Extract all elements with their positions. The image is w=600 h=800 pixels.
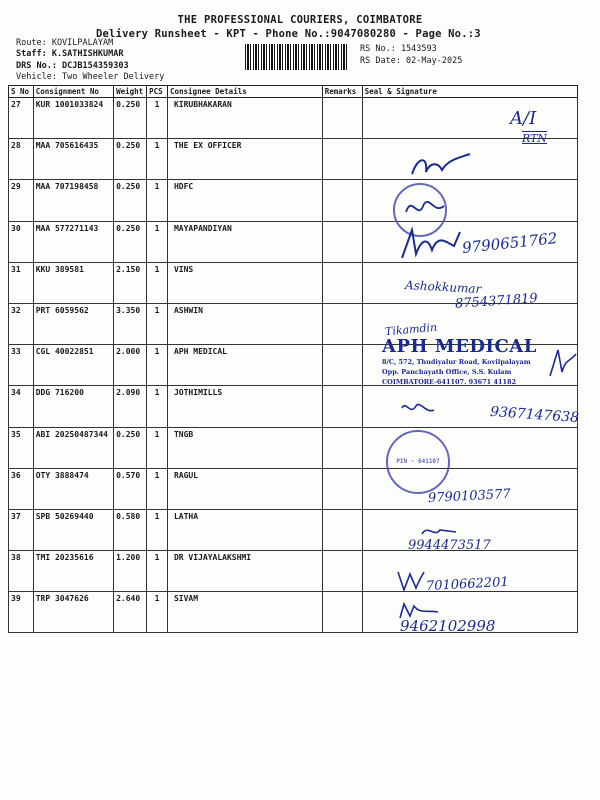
row-sno: 30 (9, 221, 34, 262)
row-remarks (322, 345, 362, 386)
row-remarks (322, 551, 362, 592)
row-consignee: SIVAM (167, 592, 322, 633)
row-weight: 2.000 (114, 345, 147, 386)
rs-number: RS No.: 1543593 (360, 44, 437, 54)
row-pcs: 1 (147, 468, 168, 509)
row-consignment: DDG 716200 (33, 386, 113, 427)
row-sno: 37 (9, 509, 34, 550)
table-header-row (9, 86, 578, 98)
row-consignee: JOTHIMILLS (167, 386, 322, 427)
row-pcs: 1 (147, 180, 168, 221)
col-weight: Weight (114, 86, 147, 98)
col-consignment: Consignment No (33, 86, 113, 98)
handwriting-phone-2: 8754371819 (454, 291, 539, 312)
row-remarks (322, 468, 362, 509)
col-signature: Seal & Signature (362, 86, 577, 98)
row-consignee: HDFC (167, 180, 322, 221)
row-weight: 2.150 (114, 262, 147, 303)
row-consignment: CGL 40022851 (33, 345, 113, 386)
drs-label: DRS No.: DCJB154359303 (16, 61, 129, 71)
handwriting-ashokkumar: Ashokkumar (404, 278, 482, 296)
handwriting-tikamdin: Tikamdin (384, 320, 438, 339)
row-remarks (322, 303, 362, 344)
table-row (9, 509, 578, 550)
row-weight: 0.250 (114, 221, 147, 262)
rs-date: RS Date: 02-May-2025 (360, 56, 463, 66)
barcode (245, 44, 347, 70)
row-pcs: 1 (147, 509, 168, 550)
row-weight: 0.250 (114, 139, 147, 180)
signature-scribble-29 (408, 148, 478, 184)
handwriting-phone-4: 9790103577 (427, 486, 512, 507)
signature-scribble-31 (398, 224, 468, 264)
row-consignment: MAA 705616435 (33, 139, 113, 180)
row-sno: 34 (9, 386, 34, 427)
row-pcs: 1 (147, 262, 168, 303)
row-pcs: 1 (147, 551, 168, 592)
row-sno: 29 (9, 180, 34, 221)
row-weight: 3.350 (114, 303, 147, 344)
row-sno: 36 (9, 468, 34, 509)
table-row (9, 98, 578, 139)
col-pcs: PCS (147, 86, 168, 98)
table-row (9, 180, 578, 221)
handwriting-phone-5: 9944473517 (408, 538, 491, 553)
signature-scribble-33 (548, 346, 578, 382)
vehicle-label: Vehicle: Two Wheeler Delivery (16, 72, 165, 82)
table-row (9, 427, 578, 468)
row-remarks (322, 427, 362, 468)
row-sno: 33 (9, 345, 34, 386)
staff-label: Staff: K.SATHISHKUMAR (16, 49, 124, 59)
row-consignment: MAA 707198458 (33, 180, 113, 221)
route-label: Route: KOVILPALAYAM (16, 38, 114, 48)
col-consignee: Consignee Details (167, 86, 322, 98)
row-consignee: DR VIJAYALAKSHMI (167, 551, 322, 592)
row-sno: 27 (9, 98, 34, 139)
row-remarks (322, 139, 362, 180)
row-sno: 39 (9, 592, 34, 633)
handwriting-rtn: RTN (522, 132, 548, 145)
aph-medical-stamp-line1: 8/C, 572, Thudiyalur Road, Kovilpalayam (382, 358, 531, 366)
row-consignee: APH MEDICAL (167, 345, 322, 386)
row-remarks (322, 386, 362, 427)
row-consignee: ASHWIN (167, 303, 322, 344)
row-pcs: 1 (147, 345, 168, 386)
row-pcs: 1 (147, 592, 168, 633)
row-consignment: PRT 6059562 (33, 303, 113, 344)
row-consignment: ABI 20250487344 (33, 427, 113, 468)
row-consignee: KIRUBHAKARAN (167, 98, 322, 139)
row-weight: 0.580 (114, 509, 147, 550)
handwriting-phone-3: 9367147638 (489, 403, 580, 427)
row-sno: 32 (9, 303, 34, 344)
row-weight: 0.570 (114, 468, 147, 509)
table-row (9, 139, 578, 180)
row-sno: 31 (9, 262, 34, 303)
row-remarks (322, 180, 362, 221)
row-remarks (322, 262, 362, 303)
aph-medical-stamp-title: APH MEDICAL (382, 336, 537, 357)
company-title: THE PROFESSIONAL COURIERS, COIMBATORE (177, 14, 423, 26)
signature-scribble-30 (404, 192, 449, 222)
row-remarks (322, 592, 362, 633)
row-consignment: TRP 3047626 (33, 592, 113, 633)
row-consignment: OTY 3888474 (33, 468, 113, 509)
row-pcs: 1 (147, 386, 168, 427)
row-remarks (322, 98, 362, 139)
bank-seal-stamp (386, 430, 450, 494)
row-pcs: 1 (147, 221, 168, 262)
row-weight: 2.090 (114, 386, 147, 427)
row-sno: 28 (9, 139, 34, 180)
bank-seal-pin: PIN - 641107 (396, 458, 440, 465)
row-remarks (322, 221, 362, 262)
row-consignee: MAYAPANDIYAN (167, 221, 322, 262)
aph-medical-stamp-line3: COIMBATORE-641107. 93671 41182 (382, 378, 517, 386)
row-consignment: TMI 20235616 (33, 551, 113, 592)
row-sno: 35 (9, 427, 34, 468)
row-consignee: THE EX OFFICER (167, 139, 322, 180)
signature-scribble-34 (400, 398, 440, 418)
col-remarks: Remarks (322, 86, 362, 98)
runsheet-title: Delivery Runsheet - KPT - Phone No.:9047080280 - Page No.:3 (96, 28, 481, 40)
handwriting-phone-7: 9462102998 (400, 617, 496, 635)
row-consignment: KUR 1001033824 (33, 98, 113, 139)
row-pcs: 1 (147, 303, 168, 344)
handwriting-phone-1: 9790651762 (461, 229, 559, 257)
col-sno: S No (9, 86, 34, 98)
row-weight: 0.250 (114, 98, 147, 139)
row-pcs: 1 (147, 98, 168, 139)
aph-medical-stamp-line2: Opp. Panchayath Office, S.S. Kulam (382, 368, 512, 376)
row-sno: 38 (9, 551, 34, 592)
handwriting-phone-6: 7010662201 (425, 574, 510, 595)
row-consignee: TNGB (167, 427, 322, 468)
row-consignee: LATHA (167, 509, 322, 550)
row-weight: 1.200 (114, 551, 147, 592)
row-weight: 0.250 (114, 180, 147, 221)
row-pcs: 1 (147, 139, 168, 180)
row-consignee: RAGUL (167, 468, 322, 509)
row-pcs: 1 (147, 427, 168, 468)
row-consignment: SPB 50269440 (33, 509, 113, 550)
row-weight: 2.640 (114, 592, 147, 633)
handwriting-ai: A/I (510, 108, 537, 129)
row-consignment: KKU 389581 (33, 262, 113, 303)
row-weight: 0.250 (114, 427, 147, 468)
row-remarks (322, 509, 362, 550)
row-consignment: MAA 577271143 (33, 221, 113, 262)
signature-scribble-38 (396, 568, 426, 594)
row-consignee: VINS (167, 262, 322, 303)
